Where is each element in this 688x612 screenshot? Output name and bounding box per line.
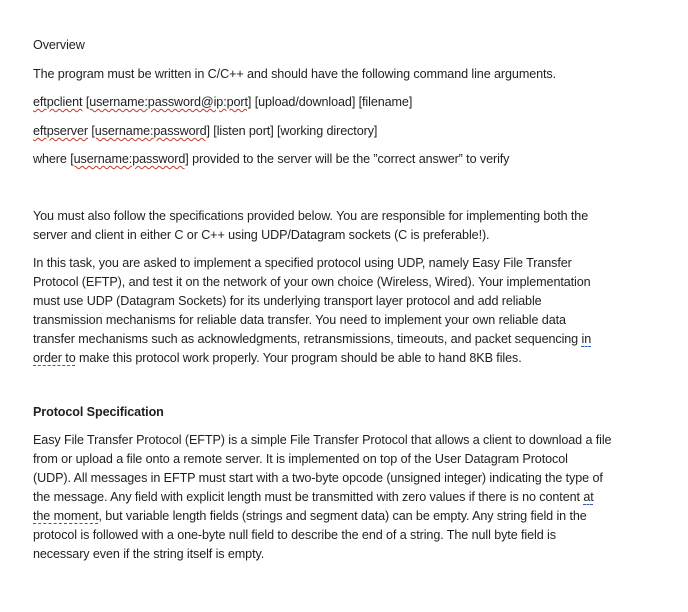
specs-paragraph: You must also follow the specifications provided below. You are responsible for implementing both the server and client in either C or C++ using UDP/Datagram sockets (C is preferable!). bbox=[33, 209, 589, 242]
client-command-line bbox=[33, 93, 412, 112]
server-command-line bbox=[33, 122, 377, 141]
overview-heading: Overview bbox=[33, 38, 85, 52]
server-command-args: [listen port] [working directory] bbox=[209, 124, 378, 138]
client-command-name: eftpclient bbox=[33, 95, 83, 109]
grammar-flag: at bbox=[583, 490, 594, 504]
server-command-name: eftpserver bbox=[33, 124, 88, 138]
task-paragraph: In this task, you are asked to implement a specified protocol using UDP, namely Easy File Transfer Protocol (EFTP), and test it on the network of your own choice (Wireless, Wired). Your implementation must use UDP (Datagram Sockets) for its underlying transport layer protocol and add reliable transmission mechanisms for reliable data transfer. You need to implement your own reliable data transfer mechanisms such as acknowledgments, retransmissions, timeouts, and packet sequencing in order to make this protocol work properly. Your program should be able to hand 8KB files. bbox=[33, 256, 592, 365]
grammar-flag: the moment bbox=[33, 509, 99, 523]
overview-intro: The program must be written in C/C++ and should have the following command line arguments. bbox=[33, 67, 557, 81]
grammar-flag: in bbox=[581, 332, 592, 346]
grammar-flag: order to bbox=[33, 351, 76, 365]
where-line: where [username:password] provided to the server will be the ”correct answer” to verify bbox=[33, 152, 510, 166]
server-command-credentials: [username:password] bbox=[91, 124, 210, 138]
protocol-heading: Protocol Specification bbox=[33, 405, 164, 419]
protocol-paragraph: Easy File Transfer Protocol (EFTP) is a simple File Transfer Protocol that allows a client to download a file from or upload a file onto a remote server. It is implemented on top of the User Datagram Protocol (UDP). All messages in EFTP must start with a two-byte opcode (unsigned integer) indicating the type of the message. Any field with explicit length must be transmitted with zero values if there is no content at the moment, but variable length fields (strings and segment data) can be empty. Any string field in the protocol is followed with a one-byte null field to describe the end of a string. The null byte field is necessary even if the string itself is empty. bbox=[33, 433, 612, 561]
client-command-credentials: [username:password@ip:port] bbox=[85, 95, 252, 109]
client-command-args: [upload/download] [filename] bbox=[251, 95, 413, 109]
where-credentials: [username:password] bbox=[70, 152, 189, 166]
